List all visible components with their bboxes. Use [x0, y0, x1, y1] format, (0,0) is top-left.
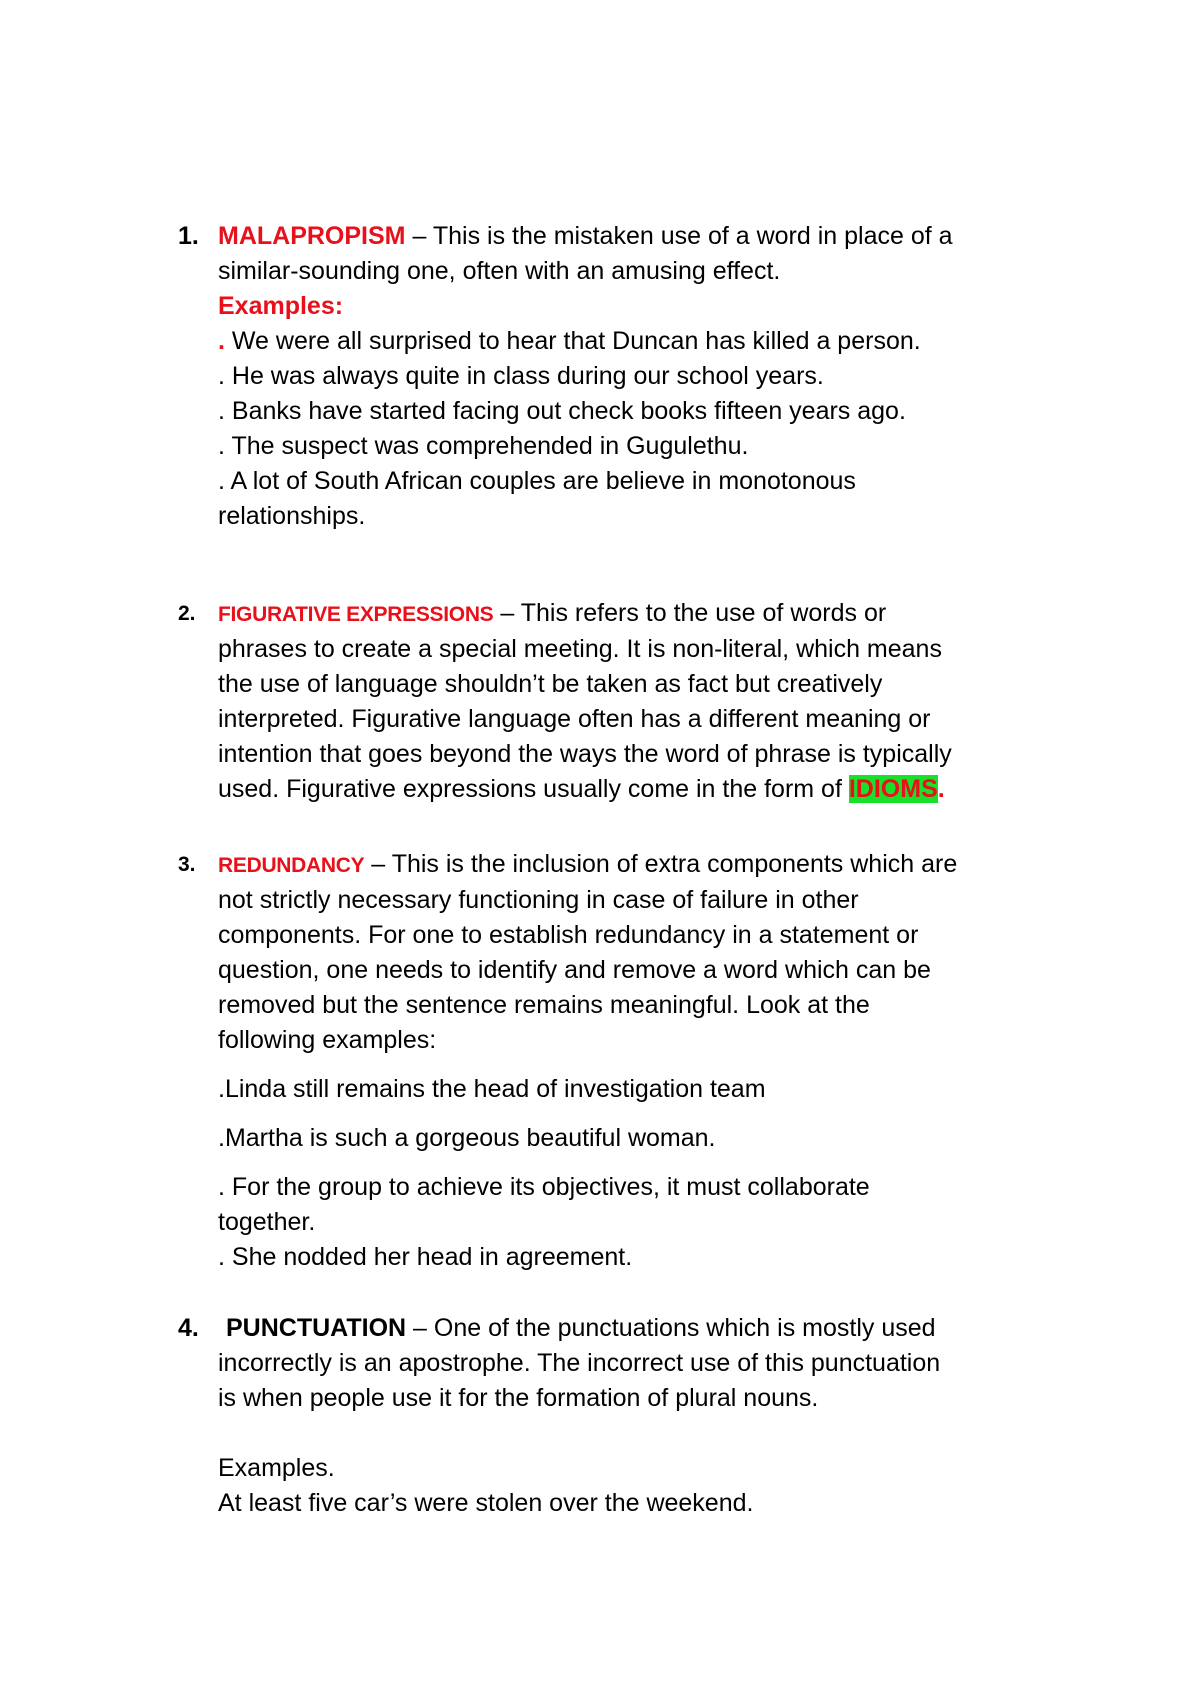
example-text: . He was always quite in class during our school years. [218, 362, 824, 390]
definition-text: question, one needs to identify and remove a word which can be [218, 956, 931, 984]
example-text: At least five car’s were stolen over the weekend. [218, 1489, 754, 1517]
definition-text: removed but the sentence remains meaningful. Look at the [218, 991, 870, 1019]
definition-text: components. For one to establish redundancy in a statement or [218, 921, 919, 949]
item-number: 1. [178, 222, 199, 250]
example-text: . The suspect was comprehended in Gugulethu. [218, 432, 749, 460]
example-text: . A lot of South African couples are believe in monotonous [218, 467, 856, 495]
definition-text: intention that goes beyond the ways the word of phrase is typically [218, 740, 952, 768]
term-figurative-expressions: FIGURATIVE EXPRESSIONS [218, 603, 494, 626]
term-separator: – [405, 222, 433, 250]
definition-text: phrases to create a special meeting. It is non-literal, which means [218, 635, 942, 663]
term-separator: – [364, 850, 392, 878]
definition-text: interpreted. Figurative language often has a different meaning or [218, 705, 931, 733]
definition-text: not strictly necessary functioning in case of failure in other [218, 886, 859, 914]
definition-text: This is the inclusion of extra components which are [391, 850, 958, 878]
example-text: . Banks have started facing out check books fifteen years ago. [218, 397, 906, 425]
definition-text: One of the punctuations which is mostly used [433, 1314, 936, 1342]
example-text: We were all surprised to hear that Duncan has killed a person. [224, 327, 921, 355]
item-number: 2. [178, 602, 196, 625]
item-number: 3. [178, 853, 196, 876]
definition-text: This is the mistaken use of a word in place of a [432, 222, 953, 250]
example-text: together. [218, 1208, 316, 1236]
example-text: .Martha is such a gorgeous beautiful woman. [218, 1124, 716, 1152]
term-punctuation: PUNCTUATION [226, 1314, 407, 1342]
example-text: relationships. [218, 502, 366, 530]
example-text: .Linda still remains the head of investigation team [218, 1075, 766, 1103]
example-bullet: . [218, 327, 225, 355]
definition-text: This refers to the use of words or [520, 599, 887, 627]
highlight-period: . [937, 775, 945, 803]
definition-text: similar-sounding one, often with an amusing effect. [218, 257, 781, 285]
definition-text: incorrectly is an apostrophe. The incorrect use of this punctuation [218, 1349, 941, 1377]
term-separator: – [493, 599, 521, 627]
examples-label: Examples: [218, 292, 344, 320]
definition-text: following examples: [218, 1026, 437, 1054]
definition-text: is when people use it for the formation of plural nouns. [218, 1384, 819, 1412]
example-text: . She nodded her head in agreement. [218, 1243, 633, 1271]
item-number: 4. [178, 1314, 199, 1342]
term-redundancy: REDUNDANCY [218, 854, 365, 877]
idioms-highlight: IDIOMS [848, 775, 938, 803]
examples-label: Examples. [218, 1454, 335, 1482]
definition-text: the use of language shouldn’t be taken as fact but creatively [218, 670, 883, 698]
term-malapropism: MALAPROPISM [218, 222, 406, 250]
definition-text: used. Figurative expressions usually come in the form of [218, 775, 849, 803]
term-separator: – [406, 1314, 434, 1342]
example-text: . For the group to achieve its objectives, it must collaborate [218, 1173, 870, 1201]
